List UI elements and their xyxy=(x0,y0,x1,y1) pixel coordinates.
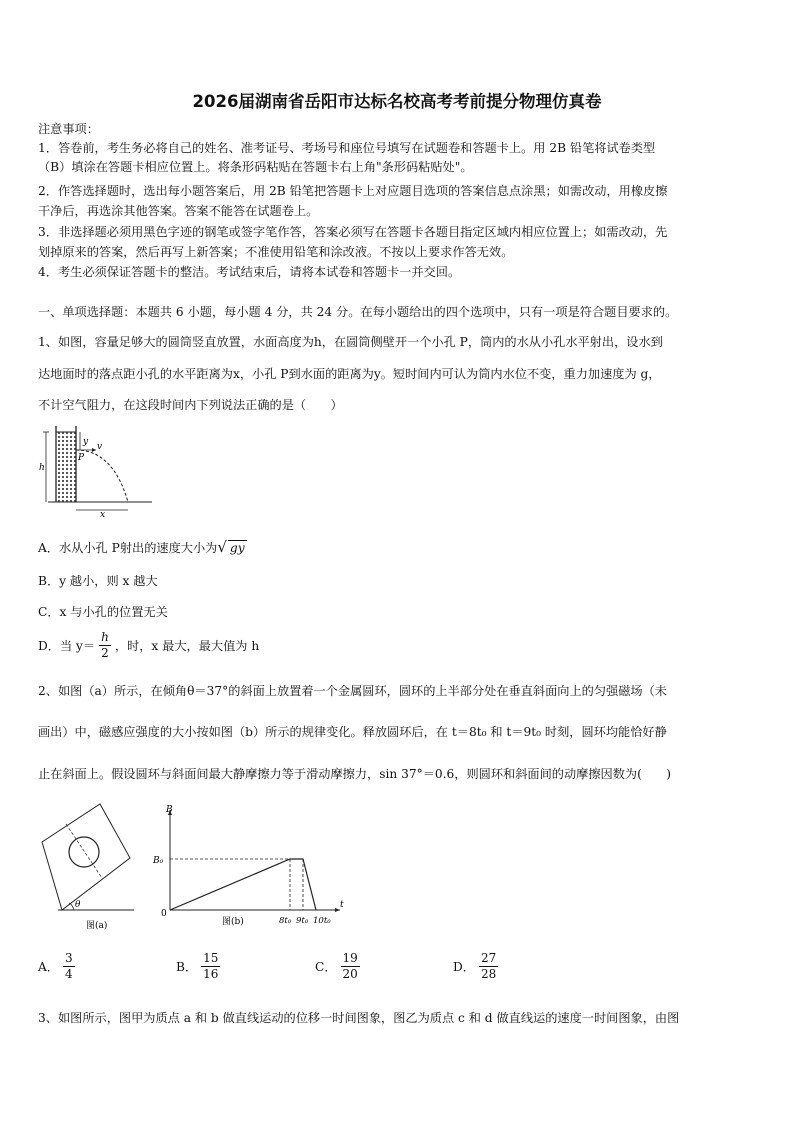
notice-item: 3．非选择题必须用黑色字迹的钢笔或签字笔作答，答案必须写在答题卡各题目指定区域内相应位置上；如需改动，先 xyxy=(38,225,668,239)
figure-a-caption: 图(a) xyxy=(86,921,108,931)
label-theta: θ xyxy=(75,900,81,910)
q1-option-b: B．y 越小，则 x 越大 xyxy=(38,574,158,588)
q1-option-a: A．水从小孔 P射出的速度大小为√ gy xyxy=(38,538,245,556)
notice-item: 干净后，再选涂其他答案。答案不能答在试题卷上。 xyxy=(38,204,319,218)
q2-stem-line: 2、如图（a）所示，在倾角θ＝37°的斜面上放置着一个金属圆环，圆环的上半部分处在垂直斜面向上的匀强磁场（未 xyxy=(38,684,667,698)
q2-option-d xyxy=(453,951,502,982)
fraction-numerator: 27 xyxy=(480,951,497,965)
option-fraction xyxy=(63,951,75,982)
tick-label: 9t₀ xyxy=(296,916,309,926)
axis-label-b: B xyxy=(166,805,173,815)
fraction-numerator: 19 xyxy=(342,951,358,965)
q1-option-d xyxy=(38,630,259,661)
notice-item: 4．考生必须保证答题卡的整洁。考试结束后，请将本试卷和答题卡一并交回。 xyxy=(38,265,461,279)
q1-option-c: C．x 与小孔的位置无关 xyxy=(38,605,168,619)
fraction-denominator: 4 xyxy=(65,967,73,981)
q1-option-a-text: A．水从小孔 P射出的速度大小为 xyxy=(38,541,218,555)
q1-figure xyxy=(38,420,156,518)
option-fraction xyxy=(479,951,498,982)
fraction-denominator: 28 xyxy=(480,967,497,981)
incline-block xyxy=(42,804,130,910)
q1-stem-line: 1、如图，容量足够大的圆筒竖直放置，水面高度为h，在圆筒侧壁开一个小孔 P，筒内的水从小孔水平射出，设水到 xyxy=(38,335,663,349)
fraction-denominator: 16 xyxy=(203,967,219,981)
option-letter: A． xyxy=(38,960,59,974)
q2-figure-a xyxy=(36,796,136,934)
tick-label: 8t₀ xyxy=(279,916,292,926)
label-h: h xyxy=(39,463,45,473)
q2-option-a xyxy=(38,951,79,982)
notice-item: 2．作答选择题时，选出每小题答案后，用 2B 铅笔把答题卡上对应题目选项的答案信息点涂黑；如需改动，用橡皮擦 xyxy=(38,184,668,198)
label-y: y xyxy=(83,437,89,447)
option-fraction xyxy=(341,951,360,982)
fraction-numerator: 3 xyxy=(65,951,73,965)
notice-item: 划掉原来的答案，然后再写上新答案；不准使用铅笔和涂改液。不按以上要求作答无效。 xyxy=(38,245,514,259)
section-heading: 一、单项选择题：本题共 6 小题，每小题 4 分，共 24 分。在每小题给出的四个选项中，只有一项是符合题目要求的。 xyxy=(38,305,678,319)
q2-option-c xyxy=(315,951,364,982)
q1-stem-line: 不计空气阻力，在这段时间内下列说法正确的是（ ） xyxy=(38,398,343,412)
page-title: 2026届湖南省岳阳市达标名校高考考前提分物理仿真卷 xyxy=(192,92,602,111)
tick-label: 10t₀ xyxy=(313,916,331,926)
label-p: P xyxy=(78,453,85,463)
option-letter: D． xyxy=(453,960,475,974)
origin-label: 0 xyxy=(161,909,167,919)
cylinder-water xyxy=(56,432,76,502)
fraction-denominator: 20 xyxy=(342,967,358,981)
option-letter: C． xyxy=(315,960,337,974)
q2-option-b xyxy=(176,951,224,982)
label-x: x xyxy=(100,510,106,518)
notice-item: （B）填涂在答题卡相应位置上。将条形码粘贴在答题卡右上角"条形码粘贴处"。 xyxy=(38,160,473,174)
axis-label-t: t xyxy=(340,900,344,910)
q1-stem-line: 达地面时的落点距小孔的水平距离为x，小孔 P到水面的距离为y。短时间内可认为筒内水位不变，重力加速度为 g， xyxy=(38,367,661,381)
metal-ring xyxy=(69,837,99,867)
q1-option-d-pre: D．当 y＝ xyxy=(38,639,96,653)
q2-stem-line: 画出）中，磁感应强度的大小按如图（b）所示的规律变化。释放圆环后，在 t＝8t₀ 和 t＝9t₀ 时刻，圆环均能恰好静 xyxy=(38,725,667,739)
q1-option-d-post: ，时，x 最大，最大值为 h xyxy=(114,639,260,653)
label-v: v xyxy=(97,442,103,452)
fraction-numerator: h xyxy=(101,630,109,644)
q2-figure-b xyxy=(150,800,350,930)
q2-stem-line: 止在斜面上。假设圆环与斜面间最大静摩擦力等于滑动摩擦力，sin 37°＝0.6，则圆环和斜面间的动摩擦因数为( ) xyxy=(38,767,671,781)
fraction-numerator: 15 xyxy=(203,951,219,965)
option-letter: B． xyxy=(176,960,198,974)
b-field-curve xyxy=(170,859,316,910)
q1-option-a-sqrt: gy xyxy=(229,541,245,555)
q1-option-d-fraction xyxy=(99,630,111,661)
notice-heading: 注意事项： xyxy=(38,122,99,136)
b0-label: B₀ xyxy=(153,856,164,866)
option-fraction xyxy=(201,951,220,982)
fraction-denominator: 2 xyxy=(101,646,109,660)
figure-b-caption: 图(b) xyxy=(222,917,244,927)
q3-stem-line: 3、如图所示，图甲为质点 a 和 b 做直线运动的位移一时间图象，图乙为质点 c 和 d 做直线运的速度一时间图象，由图 xyxy=(38,1011,680,1025)
notice-item: 1．答卷前，考生务必将自己的姓名、准考证号、考场号和座位号填写在试题卷和答题卡上。用 2B 铅笔将试卷类型 xyxy=(38,141,656,155)
